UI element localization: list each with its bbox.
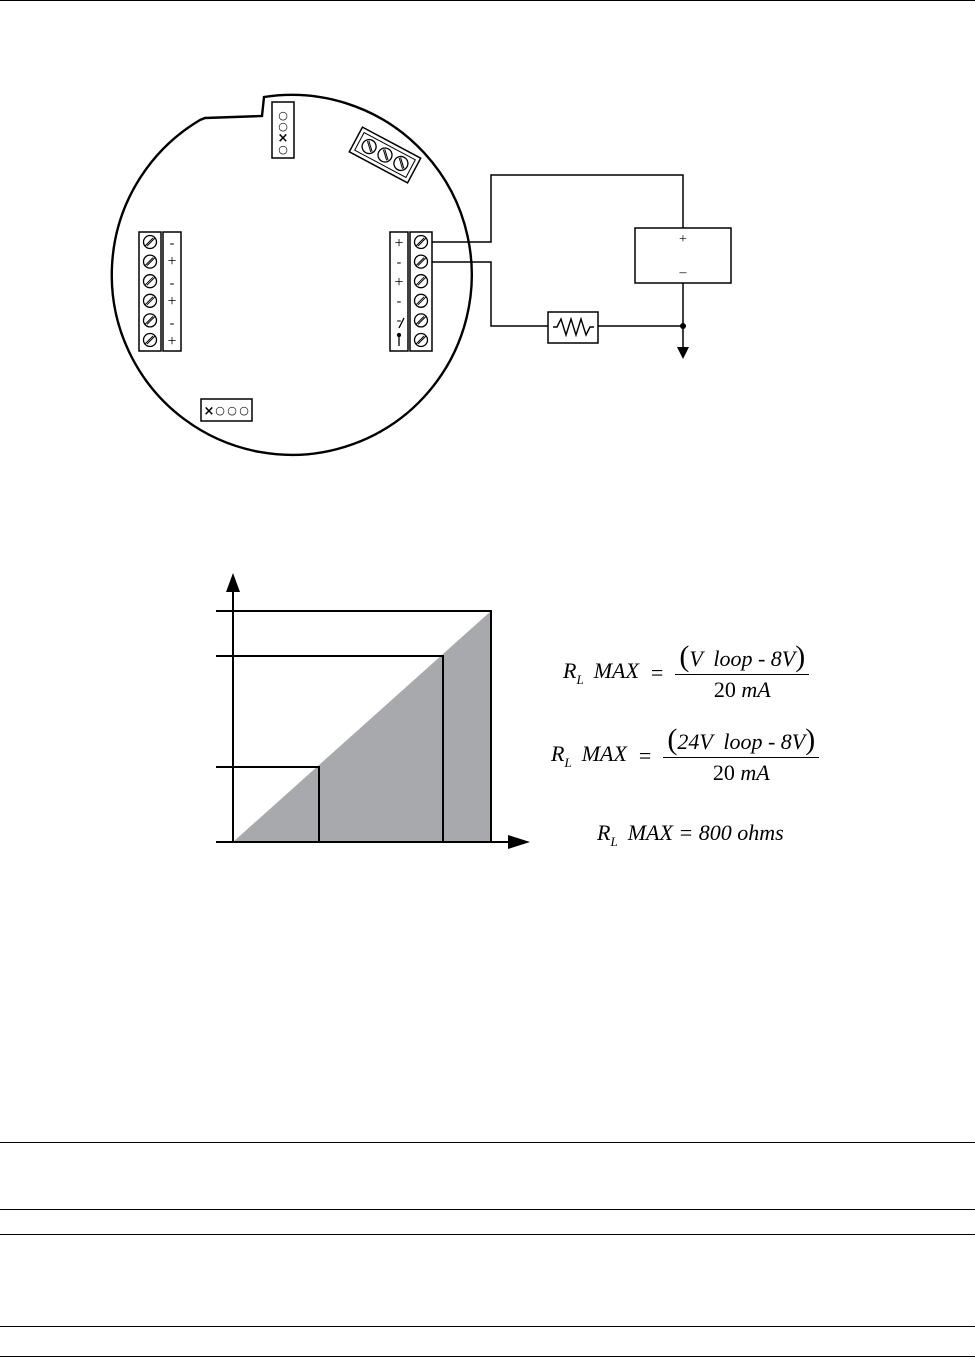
ground-junction bbox=[680, 323, 686, 329]
screw-icon bbox=[415, 294, 428, 307]
jumper-bottom-mark: ○ bbox=[227, 404, 237, 417]
table-rule bbox=[0, 1326, 975, 1327]
jumper-top-mark: × bbox=[277, 131, 289, 146]
formula-lhs-sub: L bbox=[564, 754, 572, 770]
right-terminal-sign: - bbox=[396, 313, 402, 328]
y-axis-arrow-icon bbox=[226, 573, 240, 592]
right-terminal-sign: - bbox=[396, 294, 402, 309]
left-terminal-sign: - bbox=[169, 236, 175, 251]
formula-denominator-value: 20 bbox=[712, 760, 735, 786]
table-rule bbox=[0, 1356, 975, 1357]
right-terminal-sign: - bbox=[396, 255, 402, 270]
right-terminal-sign: + bbox=[394, 235, 404, 252]
formula-denominator-unit: mA bbox=[741, 677, 771, 703]
left-terminal-sign: - bbox=[169, 276, 175, 291]
paren-close: ) bbox=[805, 723, 816, 756]
jumper-bottom-mark: × bbox=[203, 404, 215, 419]
formula-lhs-r: R bbox=[563, 657, 577, 683]
formula-equals: = bbox=[650, 659, 664, 685]
formula-result-text: MAX = 800 ohms bbox=[627, 820, 784, 845]
formula-rl-max-24v bbox=[551, 723, 819, 786]
power-supply-plus: + bbox=[679, 232, 687, 247]
formula-rl-max-general bbox=[563, 640, 809, 703]
formula-fraction bbox=[675, 640, 809, 703]
screw-icon bbox=[144, 236, 157, 249]
paren-close: ) bbox=[795, 640, 806, 673]
formula-equals: = bbox=[638, 742, 652, 768]
formula-rl-max-result bbox=[597, 820, 784, 850]
x-axis-arrow-icon bbox=[508, 835, 530, 849]
right-terminal-block bbox=[390, 232, 432, 351]
formula-denominator-unit: mA bbox=[740, 760, 770, 786]
table-rule bbox=[0, 1234, 975, 1235]
formula-fraction bbox=[663, 723, 819, 786]
power-supply bbox=[635, 228, 731, 283]
screw-icon bbox=[144, 294, 157, 307]
screw-icon bbox=[144, 314, 157, 327]
jumper-top bbox=[272, 102, 294, 158]
load-resistor bbox=[548, 312, 598, 343]
paren-open: ( bbox=[679, 640, 690, 673]
jumper-top-mark: ○ bbox=[278, 143, 288, 156]
screw-icon bbox=[415, 236, 428, 249]
left-terminal-sign: - bbox=[169, 316, 175, 331]
screw-icon bbox=[415, 275, 428, 288]
left-terminal-sign: + bbox=[167, 253, 177, 270]
screw-icon bbox=[144, 334, 157, 347]
screw-icon bbox=[144, 275, 157, 288]
power-supply-minus: – bbox=[679, 265, 687, 280]
formula-lhs-sub: L bbox=[576, 671, 584, 687]
ground-arrow-icon bbox=[677, 347, 689, 359]
screw-icon bbox=[144, 255, 157, 268]
formula-denominator-value: 20 bbox=[713, 677, 736, 703]
table-rule bbox=[0, 1142, 975, 1143]
jumper-top-mark: ○ bbox=[278, 109, 288, 122]
formula-numerator: V loop - 8V bbox=[689, 646, 796, 671]
formula-lhs-sub: L bbox=[610, 834, 618, 849]
left-terminal-block bbox=[139, 232, 181, 351]
screw-icon bbox=[415, 255, 428, 268]
right-terminal-sign: + bbox=[394, 274, 404, 291]
left-terminal-sign: + bbox=[167, 293, 177, 310]
jumper-bottom-mark: ○ bbox=[215, 404, 225, 417]
screw-icon bbox=[415, 334, 428, 347]
paren-open: ( bbox=[667, 723, 678, 756]
formula-lhs-max: MAX bbox=[593, 657, 639, 683]
left-terminal-sign: + bbox=[167, 333, 177, 350]
formula-lhs-r: R bbox=[597, 820, 611, 845]
formula-lhs-r: R bbox=[551, 740, 565, 766]
load-graph bbox=[216, 573, 530, 849]
operating-region bbox=[233, 611, 491, 842]
formula-lhs-max: MAX bbox=[581, 740, 627, 766]
formula-numerator: 24V loop - 8V bbox=[677, 729, 806, 754]
jumper-bottom bbox=[201, 399, 252, 421]
table-rule bbox=[0, 1209, 975, 1210]
jumper-top-mark: ○ bbox=[278, 120, 288, 133]
jumper-bottom-mark: ○ bbox=[239, 404, 249, 417]
screw-icon bbox=[415, 314, 428, 327]
